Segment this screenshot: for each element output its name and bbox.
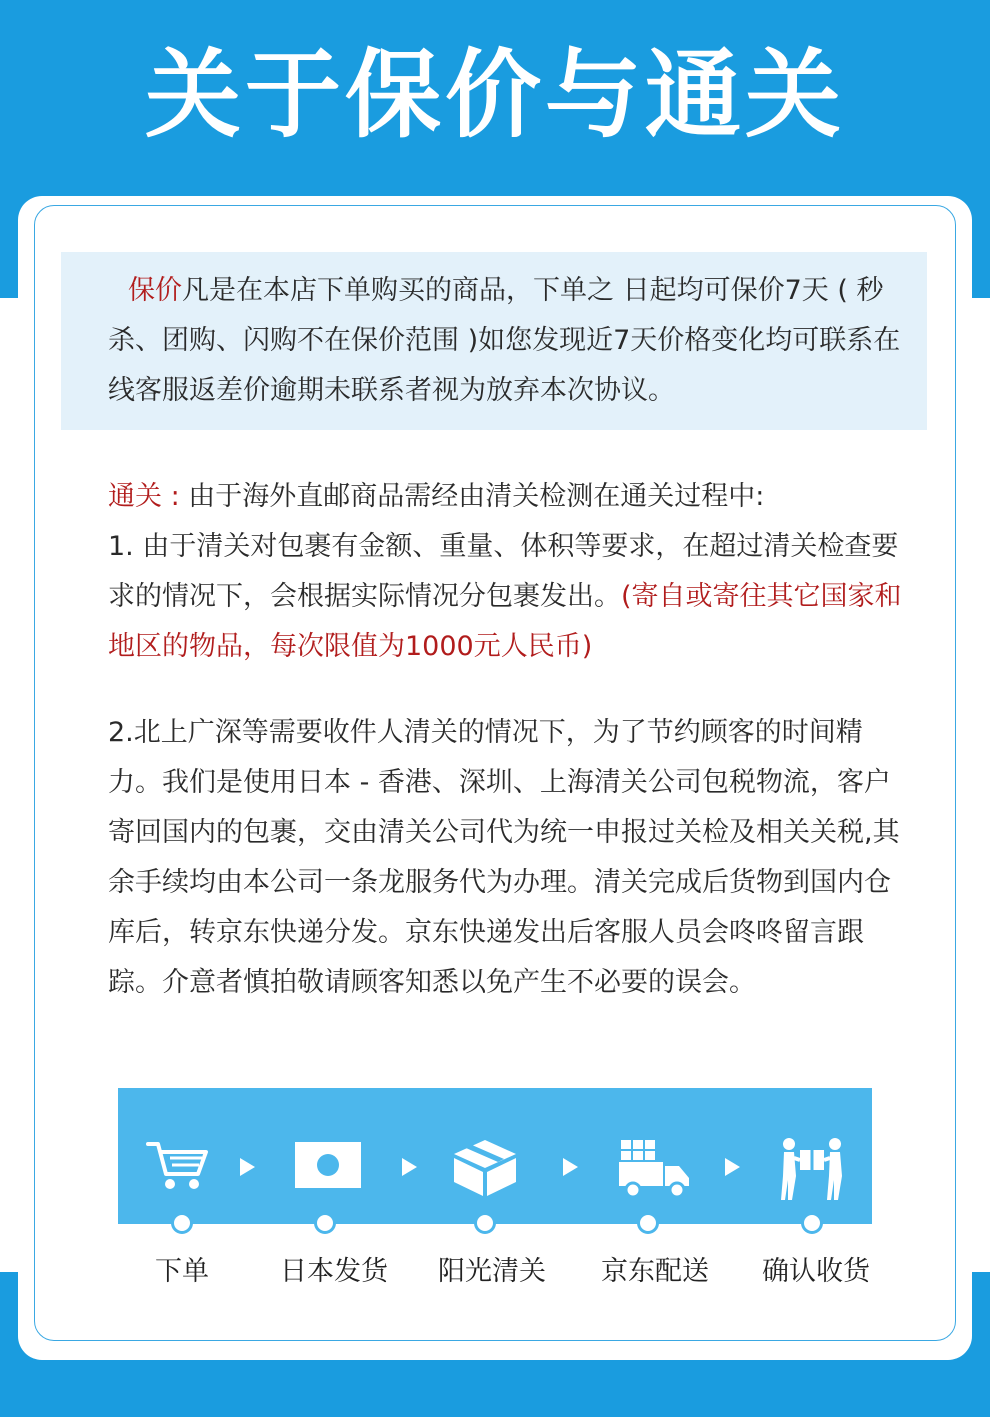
customs-label: 通关 : <box>108 481 180 512</box>
flow-step-dot <box>474 1212 496 1234</box>
flow-arrow-icon <box>402 1158 417 1176</box>
flow-arrow-icon <box>240 1158 255 1176</box>
price-protection-label: 保价 <box>128 275 182 306</box>
flow-step-label: 京东配送 <box>601 1256 709 1287</box>
flow-step-label: 下单 <box>155 1256 209 1287</box>
flow-step-label: 日本发货 <box>280 1256 388 1287</box>
flow-arrow-icon <box>725 1158 740 1176</box>
customs-intro: 由于海外直邮商品需经由清关检测在通关过程中: <box>179 481 765 512</box>
shopping-cart-icon <box>146 1138 210 1194</box>
package-box-icon <box>452 1138 518 1198</box>
page-title: 关于保价与通关 <box>145 39 845 151</box>
flow-step-label: 阳光清关 <box>438 1256 546 1287</box>
flow-step-label: 确认收货 <box>762 1256 870 1287</box>
flow-step-dot <box>314 1212 336 1234</box>
delivery-truck-icon <box>617 1138 691 1200</box>
flow-step-dot <box>171 1212 193 1234</box>
flow-step-dot <box>637 1212 659 1234</box>
price-protection-text <box>108 266 908 416</box>
handover-people-icon <box>778 1136 846 1202</box>
customs-item-2: 2.北上广深等需要收件人清关的情况下，为了节约顾客的时间精力。我们是使用日本 - 香港、深圳、上海清关公司包税物流，客户寄回国内的包裹，交由清关公司代为统一申报过关检及相关关税,其余手续均由本公司一条龙服务代为办理。清关完成后货物到国内仓库后，转京东快递分发。京东快递发出后客服人员会咚咚留言跟踪。介意者慎拍敬请顾客知悉以免产生不必要的误会。 <box>108 717 900 998</box>
flow-step-dot <box>801 1212 823 1234</box>
customs-item-1: 1. 由于清关对包裹有金额、重量、体积等要求，在超过清关检查要求的情况下，会根据实际情况分包裹发出。 <box>108 531 899 612</box>
price-protection-body: 凡是在本店下单购买的商品，下单之 日起均可保价7天 ( 秒杀、团购、闪购不在保价范围 )如您发现近7天价格变化均可联系在线客服返差价逾期未联系者视为放弃本次协议。 <box>108 275 901 406</box>
customs-item-1-note: (寄自或寄往其它国家和地区的物品，每次限值为1000元人民币) <box>108 581 902 662</box>
flow-arrow-icon <box>563 1158 578 1176</box>
japan-flag-icon <box>295 1142 361 1188</box>
customs-section <box>108 472 908 672</box>
